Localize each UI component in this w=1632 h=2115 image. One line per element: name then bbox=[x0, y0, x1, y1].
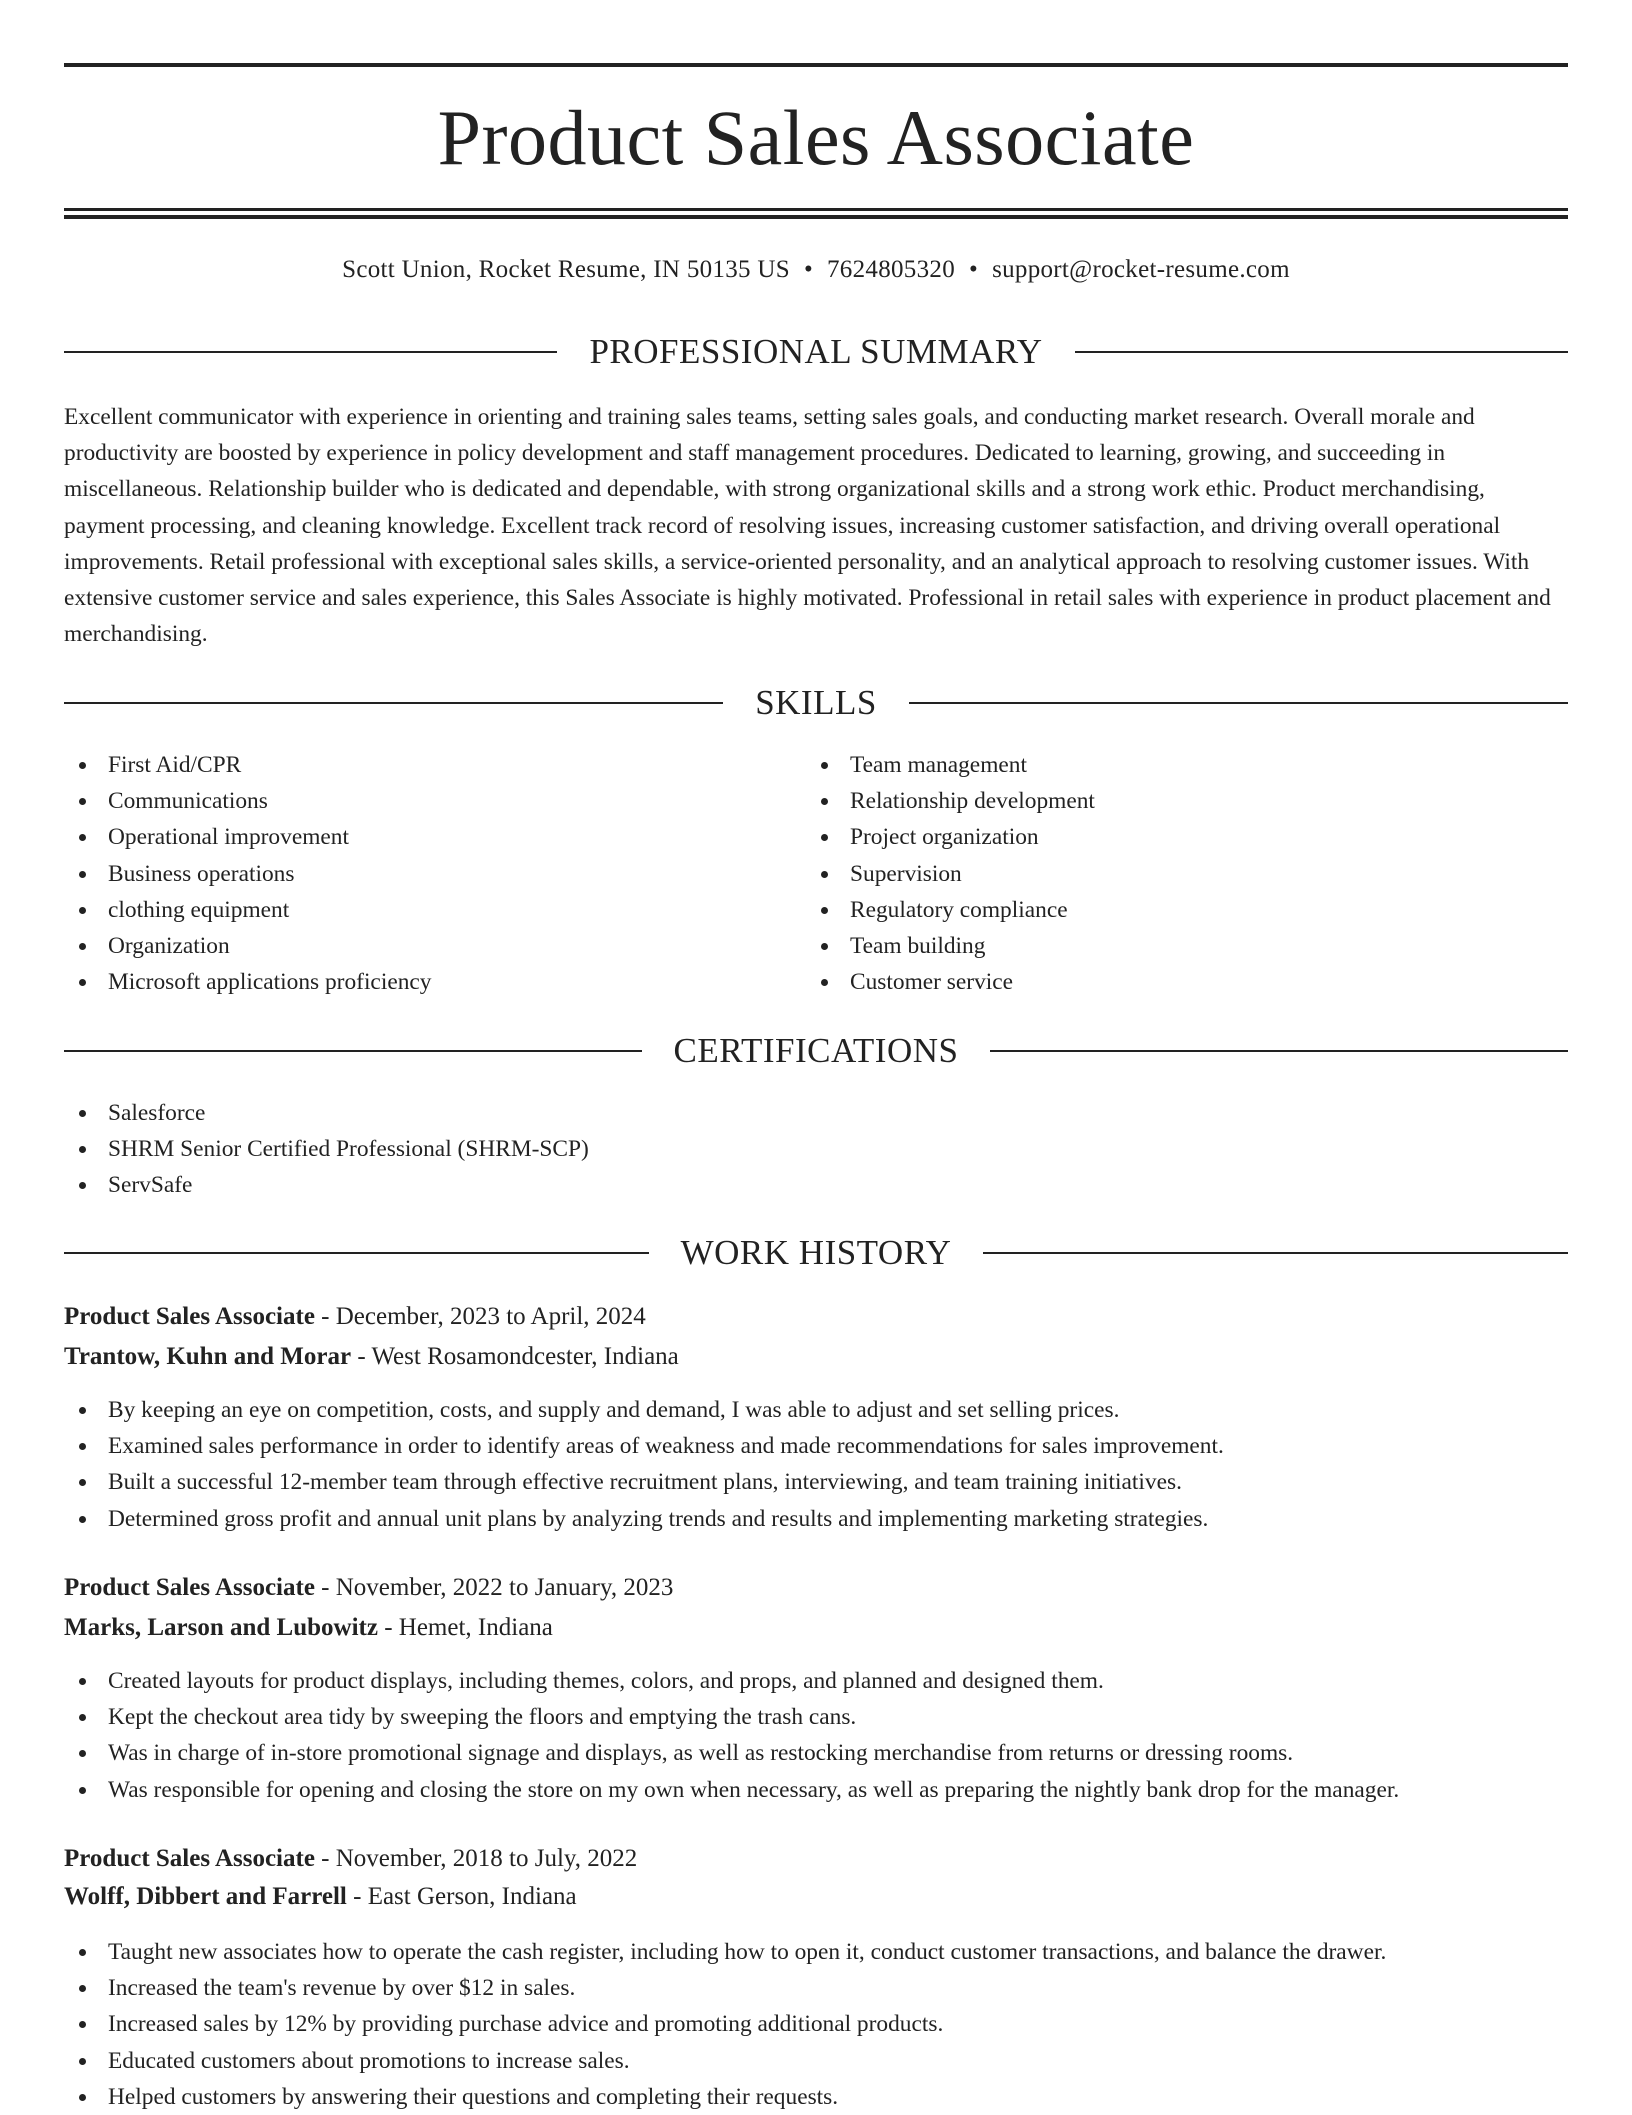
heading-rule-left bbox=[64, 702, 723, 704]
job-duty-item: Increased the team's revenue by over $12 in sales. bbox=[64, 1970, 1568, 2006]
work-history-heading-text: WORK HISTORY bbox=[680, 1233, 952, 1272]
job-duty-item: Created layouts for product displays, including themes, colors, and props, and planned and designed them. bbox=[64, 1663, 1568, 1699]
job-duties-list bbox=[64, 1934, 1568, 2115]
job-title: Product Sales Associate bbox=[64, 1574, 315, 1601]
job-company-line: Wolff, Dibbert and Farrell - East Gerson, Indiana bbox=[64, 1883, 577, 1910]
job-duty-item: Increased sales by 12% by providing purchase advice and promoting additional products. bbox=[64, 2006, 1568, 2042]
work-history-heading bbox=[64, 1231, 1568, 1275]
skills-heading-text: SKILLS bbox=[755, 683, 877, 722]
skill-item: Team management bbox=[806, 747, 1546, 783]
skill-item: Team building bbox=[806, 928, 1546, 964]
job-location: West Rosamondcester, Indiana bbox=[371, 1343, 679, 1370]
job-duty-item: Taught new associates how to operate the cash register, including how to open it, conduct customer transactions, and balance the drawer. bbox=[64, 1934, 1568, 1970]
job-company: Marks, Larson and Lubowitz bbox=[64, 1614, 378, 1641]
header-bottom-rule-2 bbox=[64, 215, 1568, 219]
job-dates: December, 2023 to April, 2024 bbox=[335, 1303, 646, 1330]
job-company-line: Marks, Larson and Lubowitz - Hemet, Indiana bbox=[64, 1614, 553, 1641]
summary-heading-text: PROFESSIONAL SUMMARY bbox=[589, 332, 1043, 371]
job-title: Product Sales Associate bbox=[64, 1303, 315, 1330]
job-duties-list bbox=[64, 1392, 1568, 1537]
contact-line bbox=[64, 252, 1568, 288]
job-company: Wolff, Dibbert and Farrell bbox=[64, 1883, 347, 1910]
skills-list-right bbox=[806, 747, 1546, 1000]
heading-rule-left bbox=[64, 1050, 642, 1052]
job-duty-item: Was in charge of in-store promotional signage and displays, as well as restocking merchandise from returns or dressing rooms. bbox=[64, 1735, 1568, 1771]
job-duty-item: Built a successful 12-member team through effective recruitment plans, interviewing, and team training initiatives. bbox=[64, 1464, 1568, 1500]
skill-item: Operational improvement bbox=[64, 819, 804, 855]
contact-separator: • bbox=[969, 256, 979, 283]
summary-text: Excellent communicator with experience in orienting and training sales teams, setting sales goals, and conducting market research. Overall morale and productivity are boosted by experience in policy development and staff management procedures. Dedicated to learning, growing, and succeeding in miscellaneous. Relationship builder who is dedicated and dependable, with strong organizational skills and a strong work ethic. Product merchandising, payment processing, and cleaning knowledge. Excellent track record of resolving issues, increasing customer satisfaction, and driving overall operational improvements. Retail professional with exceptional sales skills, a service-oriented personality, and an analytical approach to resolving customer issues. With extensive customer service and sales experience, this Sales Associate is highly motivated. Professional in retail sales with experience in product placement and merchandising. bbox=[64, 404, 1551, 648]
job-duties-list bbox=[64, 1663, 1568, 1808]
job-title-line: Product Sales Associate - December, 2023 to April, 2024 bbox=[64, 1303, 646, 1330]
job-dates: November, 2018 to July, 2022 bbox=[335, 1845, 638, 1872]
job-duty-item: Kept the checkout area tidy by sweeping the floors and emptying the trash cans. bbox=[64, 1699, 1568, 1735]
skill-item: First Aid/CPR bbox=[64, 747, 804, 783]
job-company: Trantow, Kuhn and Morar bbox=[64, 1343, 352, 1370]
skill-item: Organization bbox=[64, 928, 804, 964]
job-title: Product Sales Associate bbox=[64, 1845, 315, 1872]
resume-title: Product Sales Associate bbox=[437, 94, 1195, 181]
heading-rule-left bbox=[64, 1252, 649, 1254]
job-location: East Gerson, Indiana bbox=[367, 1883, 577, 1910]
job-duty-item: By keeping an eye on competition, costs, and supply and demand, I was able to adjust and set selling prices. bbox=[64, 1392, 1568, 1428]
heading-rule-right bbox=[990, 1050, 1568, 1052]
certifications-heading bbox=[64, 1029, 1568, 1073]
job-duty-item: Educated customers about promotions to increase sales. bbox=[64, 2043, 1568, 2079]
certification-item: SHRM Senior Certified Professional (SHRM-SCP) bbox=[64, 1131, 1568, 1167]
contact-address: Scott Union, Rocket Resume, IN 50135 US bbox=[342, 256, 790, 283]
certifications-list bbox=[64, 1095, 1568, 1204]
job-dates: November, 2022 to January, 2023 bbox=[335, 1574, 674, 1601]
job-duty-item: Was responsible for opening and closing the store on my own when necessary, as well as preparing the nightly bank drop for the manager. bbox=[64, 1772, 1568, 1808]
job-company-line: Trantow, Kuhn and Morar - West Rosamondcester, Indiana bbox=[64, 1343, 679, 1370]
heading-rule-left bbox=[64, 351, 557, 353]
skills-heading bbox=[64, 681, 1568, 725]
skill-item: Supervision bbox=[806, 856, 1546, 892]
job-duty-item: Determined gross profit and annual unit plans by analyzing trends and results and implementing marketing strategies. bbox=[64, 1501, 1568, 1537]
heading-rule-right bbox=[1075, 351, 1568, 353]
header-top-rule bbox=[64, 63, 1568, 67]
heading-rule-right bbox=[909, 702, 1568, 704]
job-duty-item: Helped customers by answering their questions and completing their requests. bbox=[64, 2079, 1568, 2115]
skill-item: Microsoft applications proficiency bbox=[64, 964, 804, 1000]
skill-item: Regulatory compliance bbox=[806, 892, 1546, 928]
header-bottom-rule bbox=[64, 208, 1568, 211]
skill-item: Customer service bbox=[806, 964, 1546, 1000]
skill-item: Relationship development bbox=[806, 783, 1546, 819]
certifications-heading-text: CERTIFICATIONS bbox=[673, 1031, 959, 1070]
skill-item: Communications bbox=[64, 783, 804, 819]
job-title-line: Product Sales Associate - November, 2022 to January, 2023 bbox=[64, 1574, 674, 1601]
skill-item: Business operations bbox=[64, 856, 804, 892]
contact-phone: 7624805320 bbox=[827, 256, 955, 283]
skill-item: clothing equipment bbox=[64, 892, 804, 928]
skill-item: Project organization bbox=[806, 819, 1546, 855]
job-title-line: Product Sales Associate - November, 2018 to July, 2022 bbox=[64, 1845, 638, 1872]
job-duty-item: Examined sales performance in order to identify areas of weakness and made recommendations for sales improvement. bbox=[64, 1428, 1568, 1464]
certification-item: ServSafe bbox=[64, 1167, 1568, 1203]
summary-heading bbox=[64, 330, 1568, 374]
contact-separator: • bbox=[803, 256, 813, 283]
contact-email: support@rocket-resume.com bbox=[992, 256, 1290, 283]
certification-item: Salesforce bbox=[64, 1095, 1568, 1131]
job-location: Hemet, Indiana bbox=[398, 1614, 553, 1641]
skills-list-left bbox=[64, 747, 804, 1000]
heading-rule-right bbox=[983, 1252, 1568, 1254]
